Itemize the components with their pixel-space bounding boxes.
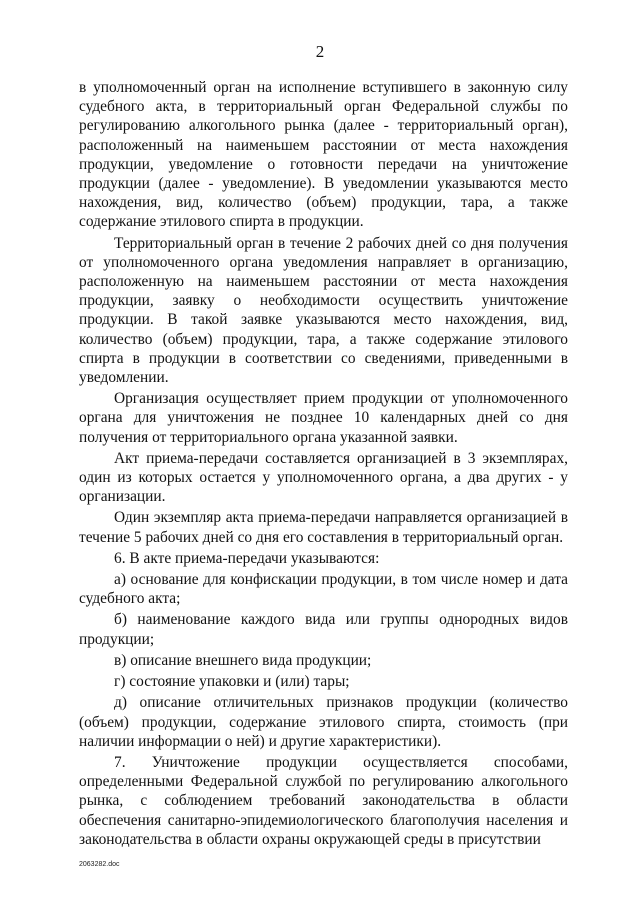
list-item-v: в) описание внешнего вида продукции; [114, 651, 372, 669]
paragraph-2: Территориальный орган в течение 2 рабочих дней со дня получения от уполномоченного органа уведомления направляет в организацию, расположенную на наименьшем расстоянии от места нахождения продукции, заявку о необходимости осуществить уничтожение продукции. В такой заявке указываются место нахождения, вид, количество (объем) продукции, тара, а также содержание этилового спирта в продукции в соответствии со сведениями, приведенными в уведомлении. [79, 234, 568, 387]
list-item-g: г) состояние упаковки и (или) тары; [114, 673, 350, 691]
paragraph-5: Один экземпляр акта приема-передачи направляется организацией в течение 5 рабочих дней со дня его составления в территориальный орган. [79, 509, 568, 546]
file-name-footer: 2063282.doc [79, 861, 120, 868]
paragraph-4: Акт приема-передачи составляется организацией в 3 экземплярах, один из которых остается у уполномоченного органа, а два других - у организации. [79, 449, 568, 506]
document-body [79, 78, 568, 849]
list-item-a: а) основание для конфискации продукции, в том числе номер и дата судебного акта; [79, 571, 568, 608]
paragraph-6: 6. В акте приема-передачи указываются: [114, 549, 380, 567]
list-item-d: д) описание отличительных признаков продукции (количество (объем) продукции, содержание этилового спирта, стоимость (при наличии информации о ней) и другие характеристики). [79, 694, 568, 750]
paragraph-3: Организация осуществляет прием продукции от уполномоченного органа для уничтожения не позднее 10 календарных дней со дня получения от территориального органа указанной заявки. [79, 390, 568, 446]
page-number: 2 [315, 42, 325, 61]
list-item-b: б) наименование каждого вида или группы однородных видов продукции; [79, 611, 568, 648]
paragraph-7: 7. Уничтожение продукции осуществляется способами, определенными Федеральной службой по регулированию алкогольного рынка, с соблюдением требований законодательства в области обеспечения санитарно-эпидемиологического благополучия населения и законодательства в области охраны окружающей среды в присутствии [79, 753, 568, 848]
paragraph-1: в уполномоченный орган на исполнение вступившего в законную силу судебного акта, в территориальный орган Федеральной службы по регулированию алкогольного рынка (далее - территориальный орган), расположенный на наименьшем расстоянии от места нахождения продукции, уведомление о готовности передачи на уничтожение продукции (далее - уведомление). В уведомлении указываются место нахождения, вид, количество (объем) продукции, тара, а также содержание этилового спирта в продукции. [79, 79, 568, 231]
